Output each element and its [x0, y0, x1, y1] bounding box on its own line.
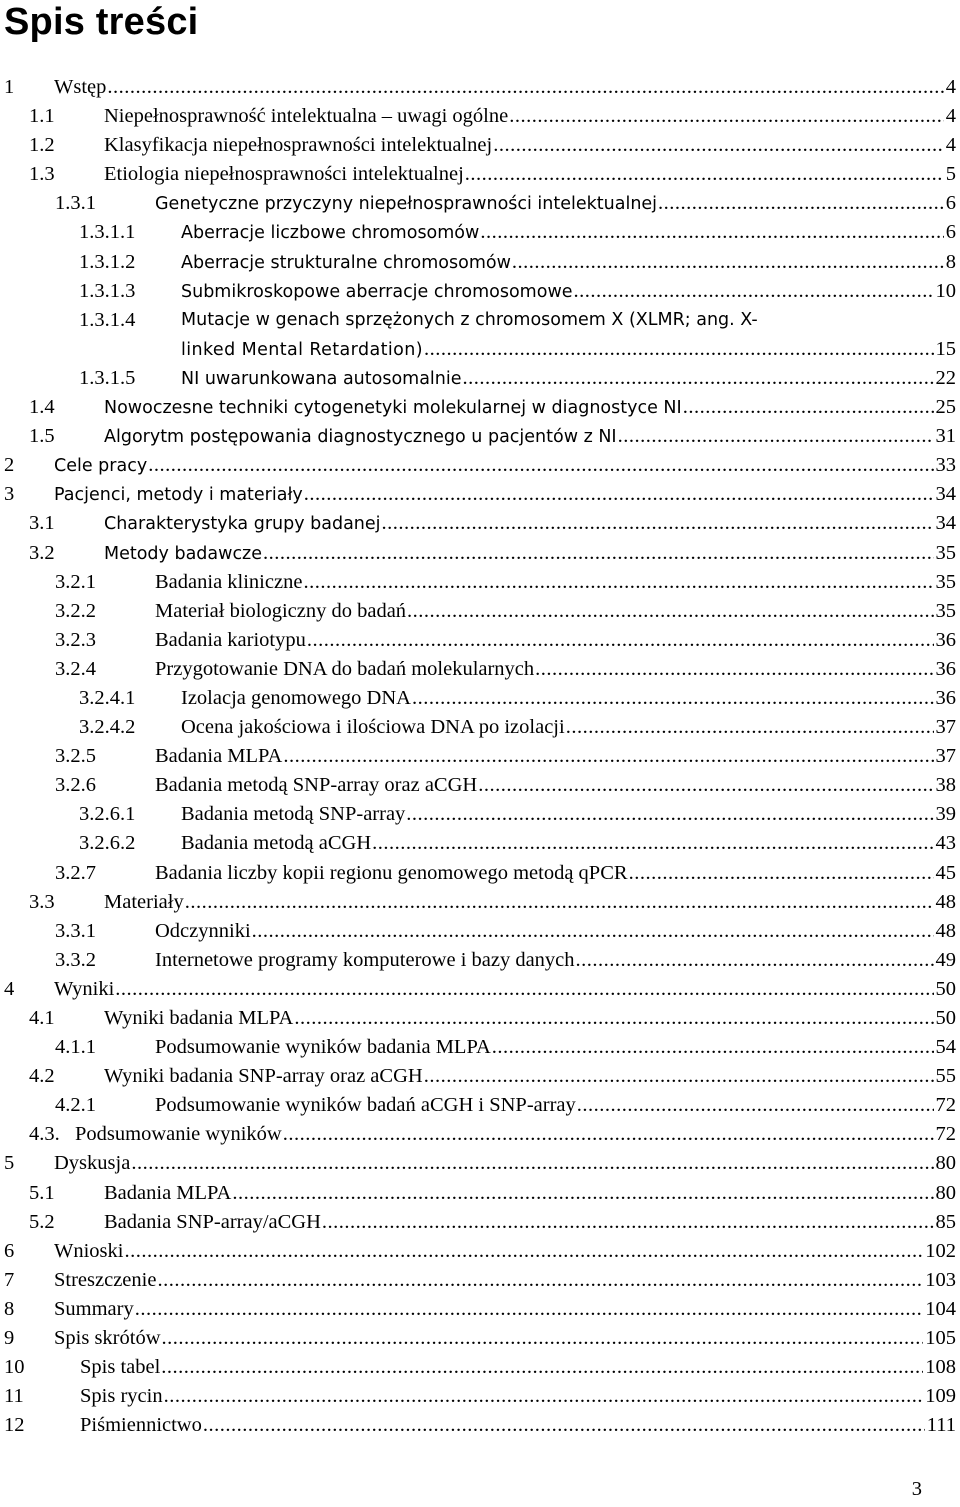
toc-entry[interactable] [0, 917, 960, 946]
toc-entry-page: 80 [935, 1181, 956, 1204]
toc-entry[interactable] [0, 1004, 960, 1033]
toc-entry-page: 50 [935, 1007, 956, 1029]
toc-entry-number: 6 [4, 1239, 15, 1262]
toc-entry-title: linked Mental Retardation) [181, 339, 423, 360]
toc-dot-leader [683, 393, 934, 422]
toc-dot-leader [161, 1353, 923, 1382]
toc-entry-number: 4.2 [29, 1065, 55, 1088]
toc-entry-title: Badania liczby kopii regionu genomowego metodą qPCR [155, 861, 628, 884]
toc-entry-title: Metody badawcze [104, 543, 263, 564]
toc-entry-page: 37 [935, 745, 956, 768]
toc-entry-title: Podsumowanie wyników [75, 1123, 282, 1146]
toc-entry-number: 4.1 [29, 1007, 55, 1029]
toc-entry-page: 6 [945, 192, 956, 215]
toc-entry[interactable] [0, 422, 960, 451]
toc-entry-page: 36 [935, 657, 956, 680]
toc-entry-title: Charakterystyka grupy badanej [104, 514, 381, 535]
toc-entry-number: 1.1 [29, 105, 55, 128]
toc-entry-page: 48 [935, 919, 956, 942]
toc-entry[interactable] [0, 509, 960, 538]
toc-entry[interactable] [0, 73, 960, 102]
toc-entry-number: 3.2.6 [55, 774, 96, 797]
toc-entry[interactable] [0, 800, 960, 829]
toc-entry-title: Wyniki badania SNP-array oraz aCGH [104, 1065, 423, 1088]
toc-entry-number: 3.2.3 [55, 628, 96, 651]
toc-dot-leader [480, 218, 943, 247]
toc-dot-leader [465, 160, 944, 189]
toc-entry-number: 1.3.1.5 [79, 366, 136, 389]
toc-entry-number: 12 [4, 1414, 25, 1437]
toc-entry[interactable] [0, 1120, 960, 1149]
toc-dot-leader [576, 946, 934, 975]
toc-entry-title: Badania MLPA [155, 745, 283, 768]
toc-entry-number: 3.2 [29, 541, 55, 564]
toc-entry-page: 103 [925, 1268, 956, 1291]
toc-entry-title: Badania kliniczne [155, 570, 303, 593]
toc-entry-page: 34 [935, 483, 956, 506]
toc-dot-leader [407, 597, 933, 626]
toc-dot-leader [574, 277, 934, 306]
toc-entry-page: 48 [935, 890, 956, 913]
toc-entry-page: 33 [935, 454, 956, 477]
toc-entry-page: 108 [925, 1356, 956, 1379]
toc-dot-leader [629, 859, 934, 888]
toc-entry-number: 3.2.4 [55, 657, 96, 680]
toc-entry-page: 35 [935, 570, 956, 593]
toc-entry-title: Wyniki badania MLPA [104, 1007, 294, 1029]
toc-entry-number: 8 [4, 1297, 15, 1320]
toc-entry-number: 3.3 [29, 890, 55, 913]
toc-entry-title: Wstęp [54, 76, 107, 98]
toc-entry-number: 1.2 [29, 134, 55, 157]
toc-entry-number: 3.2.7 [55, 861, 96, 884]
toc-entry-number: 3.2.4.2 [79, 716, 136, 739]
toc-entry-title: Badania MLPA [104, 1181, 232, 1204]
toc-entry[interactable] [0, 1179, 960, 1208]
toc-dot-leader [509, 102, 944, 131]
toc-entry-title: Podsumowanie wyników badań aCGH i SNP-array [155, 1094, 576, 1117]
toc-entry-title: Badania metodą SNP-array [181, 803, 406, 826]
toc-entry-page: 43 [935, 832, 956, 855]
toc-entry-number: 3.3.2 [55, 948, 96, 971]
toc-dot-leader [618, 422, 934, 451]
toc-entry[interactable] [0, 568, 960, 597]
toc-entry-number: 11 [4, 1385, 24, 1408]
toc-entry[interactable] [0, 1353, 960, 1382]
toc-entry-title: Odczynniki [155, 919, 251, 942]
toc-entry[interactable] [0, 975, 960, 1004]
toc-entry-number: 1.3.1 [55, 192, 96, 215]
toc-entry-page: 72 [935, 1123, 956, 1146]
toc-dot-leader [424, 1062, 934, 1091]
toc-entry-number: 3.1 [29, 512, 55, 535]
toc-entry-page: 55 [935, 1065, 956, 1088]
toc-entry-page: 36 [935, 628, 956, 651]
toc-entry-title: Spis rycin [80, 1385, 163, 1408]
toc-entry[interactable] [0, 1237, 960, 1266]
toc-dot-leader [304, 480, 934, 509]
toc-entry-title: NI uwarunkowana autosomalnie [181, 368, 462, 389]
toc-entry-number: 1.3.1.1 [79, 221, 136, 244]
toc-entry[interactable] [0, 626, 960, 655]
toc-entry-title: Nowoczesne techniki cytogenetyki molekularnej w diagnostyce NI [104, 398, 682, 419]
toc-entry-title: Wnioski [54, 1239, 124, 1262]
toc-entry-page: 4 [945, 134, 956, 157]
toc-entry-number: 1.3 [29, 163, 55, 186]
toc-entry-title: Podsumowanie wyników badania MLPA [155, 1036, 491, 1059]
toc-dot-leader [107, 73, 943, 102]
toc-dot-leader [135, 1295, 924, 1324]
toc-entry-title: Badania SNP-array/aCGH [104, 1210, 321, 1233]
toc-entry-number: 5.2 [29, 1210, 55, 1233]
toc-entry-number: 4 [4, 977, 15, 1000]
toc-entry-title: Pacjenci, metody i materiały [54, 485, 303, 506]
toc-dot-leader [412, 684, 934, 713]
toc-dot-leader [382, 509, 934, 538]
toc-entry[interactable] [0, 393, 960, 422]
toc-entry-page: 111 [926, 1414, 956, 1437]
toc-entry-number: 1 [4, 76, 15, 98]
toc-entry[interactable] [0, 742, 960, 771]
toc-entry[interactable] [0, 539, 960, 568]
toc-entry-page: 80 [935, 1152, 956, 1175]
toc-entry-number: 3.2.1 [55, 570, 96, 593]
toc-entry-title: Spis tabel [80, 1356, 161, 1379]
toc-dot-leader [294, 1004, 933, 1033]
toc-entry-title: Klasyfikacja niepełnosprawności intelektualnej [104, 134, 493, 157]
toc-dot-leader [203, 1411, 925, 1440]
toc-entry[interactable] [0, 713, 960, 742]
toc-entry-page: 35 [935, 541, 956, 564]
toc-dot-leader [463, 364, 934, 393]
toc-entry-title: Etiologia niepełnosprawności intelektualnej [104, 163, 464, 186]
toc-entry-title: Izolacja genomowego DNA [181, 686, 411, 709]
toc-entry-page: 22 [935, 366, 956, 389]
toc-dot-leader [283, 1120, 934, 1149]
toc-entry[interactable] [0, 1149, 960, 1178]
toc-entry[interactable] [0, 1411, 960, 1440]
toc-entry[interactable] [0, 859, 960, 888]
toc-entry-title: Submikroskopowe aberracje chromosomowe [181, 281, 573, 302]
toc-entry-number: 4.3. [29, 1123, 60, 1146]
toc-entry-number: 3.2.2 [55, 599, 96, 622]
toc-entry-number: 5 [4, 1152, 15, 1175]
toc-dot-leader [232, 1179, 933, 1208]
toc-entry-title: Internetowe programy komputerowe i bazy danych [155, 948, 575, 971]
toc-entry[interactable] [0, 684, 960, 713]
toc-entry[interactable] [0, 1033, 960, 1062]
toc-entry-number: 5.1 [29, 1181, 55, 1204]
toc-entry-page: 102 [925, 1239, 956, 1262]
toc-entry-number: 4.2.1 [55, 1094, 96, 1117]
toc-entry[interactable] [0, 248, 960, 277]
toc-entry[interactable] [0, 1208, 960, 1237]
toc-entry-title: Ocena jakościowa i ilościowa DNA po izolacji [181, 716, 565, 739]
toc-entry[interactable] [0, 131, 960, 160]
toc-dot-leader [124, 1237, 923, 1266]
toc-entry[interactable] [0, 1295, 960, 1324]
toc-entry-number: 3 [4, 483, 15, 506]
toc-entry[interactable] [0, 451, 960, 480]
toc-entry-number: 1.3.1.4 [79, 308, 136, 331]
toc-entry[interactable] [0, 335, 960, 364]
toc-entry-number: 1.3.1.2 [79, 250, 136, 273]
toc-entry-page: 37 [935, 716, 956, 739]
toc-entry-title: Badania kariotypu [155, 628, 306, 651]
toc-entry-number: 7 [4, 1268, 15, 1291]
toc-dot-leader [252, 917, 934, 946]
toc-entry-page: 25 [935, 396, 956, 419]
toc-entry-page: 8 [945, 250, 956, 273]
toc-entry-number: 3.2.6.1 [79, 803, 136, 826]
toc-dot-leader [424, 335, 934, 364]
toc-entry-title: Materiały [104, 890, 184, 913]
toc-entry-page: 54 [935, 1036, 956, 1059]
toc-entry[interactable] [0, 1091, 960, 1120]
toc-entry[interactable] [0, 655, 960, 684]
toc-dot-leader [263, 539, 933, 568]
toc-dot-leader [577, 1091, 934, 1120]
toc-entry-page: 39 [935, 803, 956, 826]
toc-entry-number: 1.4 [29, 396, 55, 419]
toc-dot-leader [512, 248, 944, 277]
toc-entry-title: Badania metodą aCGH [181, 832, 372, 855]
toc-entry-number: 3.2.4.1 [79, 686, 136, 709]
toc-entry-page: 4 [945, 105, 956, 128]
toc-entry[interactable] [0, 597, 960, 626]
toc-dot-leader [303, 568, 933, 597]
toc-entry[interactable] [0, 364, 960, 393]
toc-entry-page: 49 [935, 948, 956, 971]
toc-entry-number: 1.5 [29, 425, 55, 448]
toc-entry-page: 109 [925, 1385, 956, 1408]
toc-entry-title: Badania metodą SNP-array oraz aCGH [155, 774, 478, 797]
toc-entry-page: 105 [925, 1327, 956, 1350]
toc-dot-leader [115, 975, 933, 1004]
toc-entry-title: Dyskusja [54, 1152, 131, 1175]
toc-entry[interactable] [0, 829, 960, 858]
toc-entry[interactable] [0, 102, 960, 131]
toc-entry-number: 4.1.1 [55, 1036, 96, 1059]
toc-entry-title: Wyniki [54, 977, 115, 1000]
toc-dot-leader [148, 451, 933, 480]
toc-entry-page: 34 [935, 512, 956, 535]
toc-entry-title: Aberracje strukturalne chromosomów [181, 252, 511, 273]
toc-entry-title: Piśmiennictwo [80, 1414, 202, 1437]
toc-entry[interactable] [0, 277, 960, 306]
toc-entry[interactable] [0, 771, 960, 800]
toc-entry-number: 9 [4, 1327, 15, 1350]
toc-entry-number: 3.3.1 [55, 919, 96, 942]
toc-entry-title: Streszczenie [54, 1268, 157, 1291]
toc-entry-page: 6 [945, 221, 956, 244]
toc-entry-title: Materiał biologiczny do badań [155, 599, 407, 622]
toc-entry-page: 50 [935, 977, 956, 1000]
toc-entry-page: 4 [945, 76, 956, 98]
toc-dot-leader [157, 1266, 923, 1295]
toc-entry-page: 36 [935, 686, 956, 709]
toc-entry-title: Przygotowanie DNA do badań molekularnych [155, 657, 535, 680]
toc-entry-page: 35 [935, 599, 956, 622]
toc-entry[interactable] [0, 1266, 960, 1295]
toc-entry-title: Summary [54, 1297, 134, 1320]
toc-entry[interactable] [0, 480, 960, 509]
toc-dot-leader [185, 888, 934, 917]
toc-entry-title: Algorytm postępowania diagnostycznego u pacjentów z NI [104, 427, 617, 448]
toc-dot-leader [566, 713, 934, 742]
toc-dot-leader [131, 1149, 933, 1178]
toc-entry-title: Aberracje liczbowe chromosomów [181, 223, 480, 244]
toc-entry-number: 10 [4, 1356, 25, 1379]
toc-dot-leader [283, 742, 933, 771]
toc-dot-leader [372, 829, 933, 858]
toc-dot-leader [535, 655, 933, 684]
toc-entry-page: 15 [935, 337, 956, 360]
toc-dot-leader [164, 1382, 924, 1411]
toc-dot-leader [478, 771, 933, 800]
toc-entry[interactable] [0, 306, 960, 335]
toc-entry-page: 10 [935, 279, 956, 302]
toc-entry-page: 85 [935, 1210, 956, 1233]
toc-entry-title: Mutacje w genach sprzężonych z chromosomem X (XLMR; ang. X- [181, 309, 758, 330]
toc-dot-leader [322, 1208, 934, 1237]
toc-dot-leader [307, 626, 934, 655]
toc-entry-number: 3.2.6.2 [79, 832, 136, 855]
toc-entry[interactable] [0, 1382, 960, 1411]
toc-entry[interactable] [0, 160, 960, 189]
toc-entry-page: 31 [935, 425, 956, 448]
toc-entry-number: 3.2.5 [55, 745, 96, 768]
toc-entry[interactable] [0, 218, 960, 247]
toc-entry-title: Spis skrótów [54, 1327, 161, 1350]
toc-entry[interactable] [0, 1324, 960, 1353]
toc-entry-page: 5 [945, 163, 956, 186]
table-of-contents [0, 73, 960, 1440]
toc-entry-page: 72 [935, 1094, 956, 1117]
toc-dot-leader [406, 800, 933, 829]
toc-dot-leader [162, 1324, 924, 1353]
toc-dot-leader [492, 1033, 934, 1062]
toc-entry-title: Genetyczne przyczyny niepełnosprawności intelektualnej [155, 194, 658, 215]
toc-dot-leader [493, 131, 944, 160]
page-number: 3 [911, 1478, 922, 1500]
toc-entry-page: 104 [925, 1297, 956, 1320]
toc-entry-number: 1.3.1.3 [79, 279, 136, 302]
toc-entry-title: Cele pracy [54, 456, 148, 477]
toc-entry-page: 45 [935, 861, 956, 884]
toc-entry-page: 38 [935, 774, 956, 797]
toc-entry-title: Niepełnosprawność intelektualna – uwagi ogólne [104, 105, 509, 128]
toc-dot-leader [658, 189, 944, 218]
toc-entry[interactable] [0, 946, 960, 975]
toc-entry[interactable] [0, 888, 960, 917]
toc-entry[interactable] [0, 1062, 960, 1091]
toc-entry[interactable] [0, 189, 960, 218]
toc-entry-number: 2 [4, 454, 15, 477]
page-title: Spis treści [4, 1, 199, 43]
